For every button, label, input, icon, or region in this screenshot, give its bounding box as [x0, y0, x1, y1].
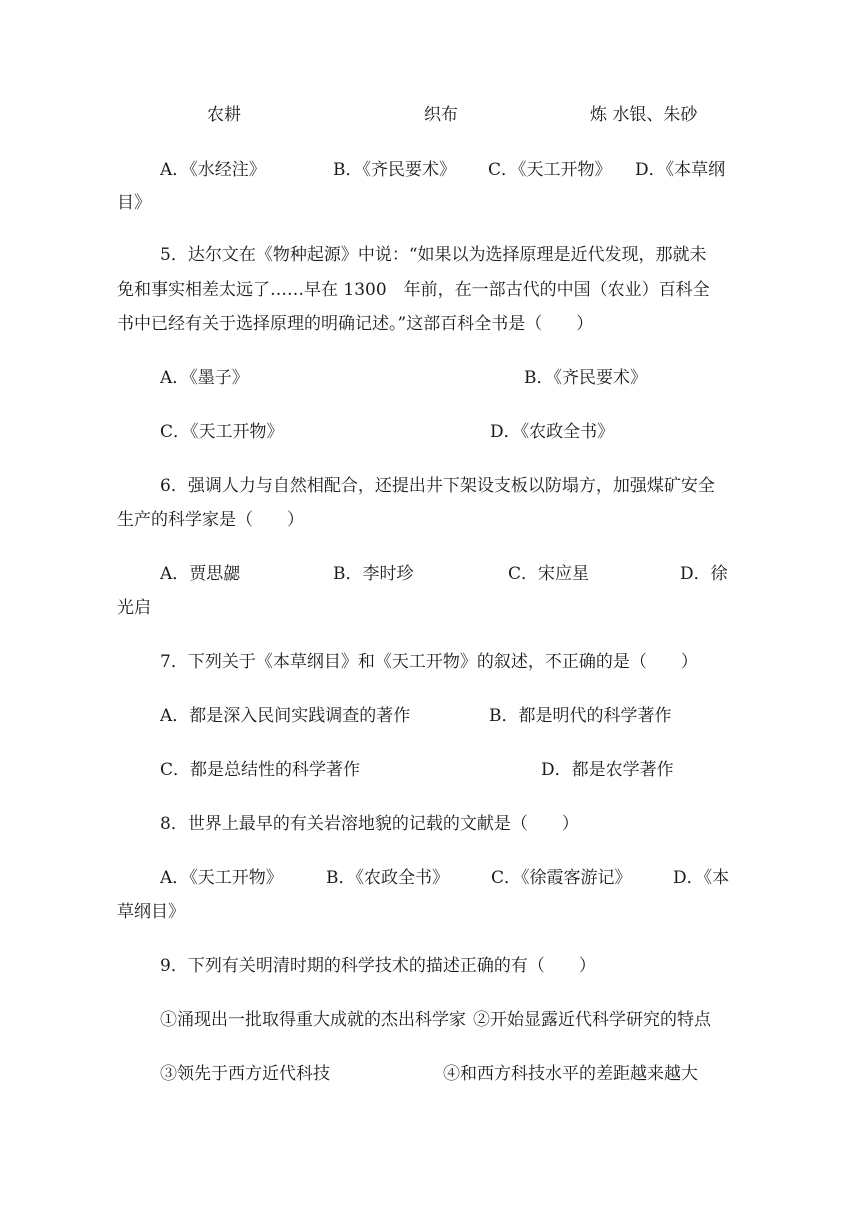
- q5-option-c: C．《天工开物》: [160, 422, 284, 442]
- caption-farming: 农耕: [207, 105, 241, 125]
- q4-option-b: B．《齐民要术》: [333, 160, 456, 180]
- q8-option-b: B．《农政全书》: [326, 868, 449, 888]
- q6-option-c: C．宋应星: [508, 564, 590, 584]
- q9-item-4: ④和西方科技水平的差距越来越大: [443, 1064, 698, 1084]
- q5-stem-line-2: 免和事实相差太远了……早在 1300 年前，在一部古代的中国（农业）百科全: [117, 280, 710, 300]
- caption-weaving: 织布: [424, 105, 458, 125]
- q4-option-a: A．《水经注》: [160, 160, 266, 180]
- q8-option-d-wrap: 草纲目》: [117, 902, 185, 922]
- q5-stem-line-1: 5．达尔文在《物种起源》中说：“如果以为选择原理是近代发现，那就未: [160, 245, 707, 265]
- q9-item-1: ①涌现出一批取得重大成就的杰出科学家: [160, 1010, 466, 1030]
- q4-option-d-wrap: 目》: [117, 193, 151, 213]
- q6-option-d-wrap: 光启: [117, 598, 151, 618]
- q6-option-a: A．贾思勰: [160, 564, 241, 584]
- q5-option-a: A．《墨子》: [160, 368, 249, 388]
- q5-option-b: B．《齐民要术》: [524, 368, 647, 388]
- q6-option-b: B．李时珍: [333, 564, 414, 584]
- q8-option-c: C．《徐霞客游记》: [491, 868, 632, 888]
- q9-item-3: ③领先于西方近代科技: [160, 1064, 330, 1084]
- q7-option-d: D．都是农学著作: [541, 760, 674, 780]
- q5-option-d: D．《农政全书》: [490, 422, 615, 442]
- q7-option-c: C．都是总结性的科学著作: [160, 760, 361, 780]
- q7-option-b: B．都是明代的科学著作: [489, 706, 672, 726]
- q4-option-c: C．《天工开物》: [488, 160, 612, 180]
- caption-smelting: 炼 水银、朱砂: [590, 105, 698, 125]
- q9-item-2: ②开始显露近代科学研究的特点: [473, 1010, 711, 1030]
- q6-option-d: D．徐: [680, 564, 728, 584]
- q8-option-d: D．《本: [673, 868, 730, 888]
- q9-stem: 9．下列有关明清时期的科学技术的描述正确的有（ ）: [160, 956, 596, 976]
- q5-stem-line-3: 书中已经有关于选择原理的明确记述。”这部百科全书是（ ）: [117, 314, 594, 334]
- q4-option-d: D．《本草纲: [635, 160, 726, 180]
- q8-stem: 8．世界上最早的有关岩溶地貌的记载的文献是（ ）: [160, 814, 579, 834]
- q7-option-a: A．都是深入民间实践调查的著作: [160, 706, 411, 726]
- q6-stem-line-2: 生产的科学家是（ ）: [117, 510, 304, 530]
- q6-stem-line-1: 6．强调人力与自然相配合，还提出井下架设支板以防塌方，加强煤矿安全: [160, 476, 715, 496]
- q8-option-a: A．《天工开物》: [160, 868, 283, 888]
- q7-stem: 7．下列关于《本草纲目》和《天工开物》的叙述，不正确的是（ ）: [160, 652, 698, 672]
